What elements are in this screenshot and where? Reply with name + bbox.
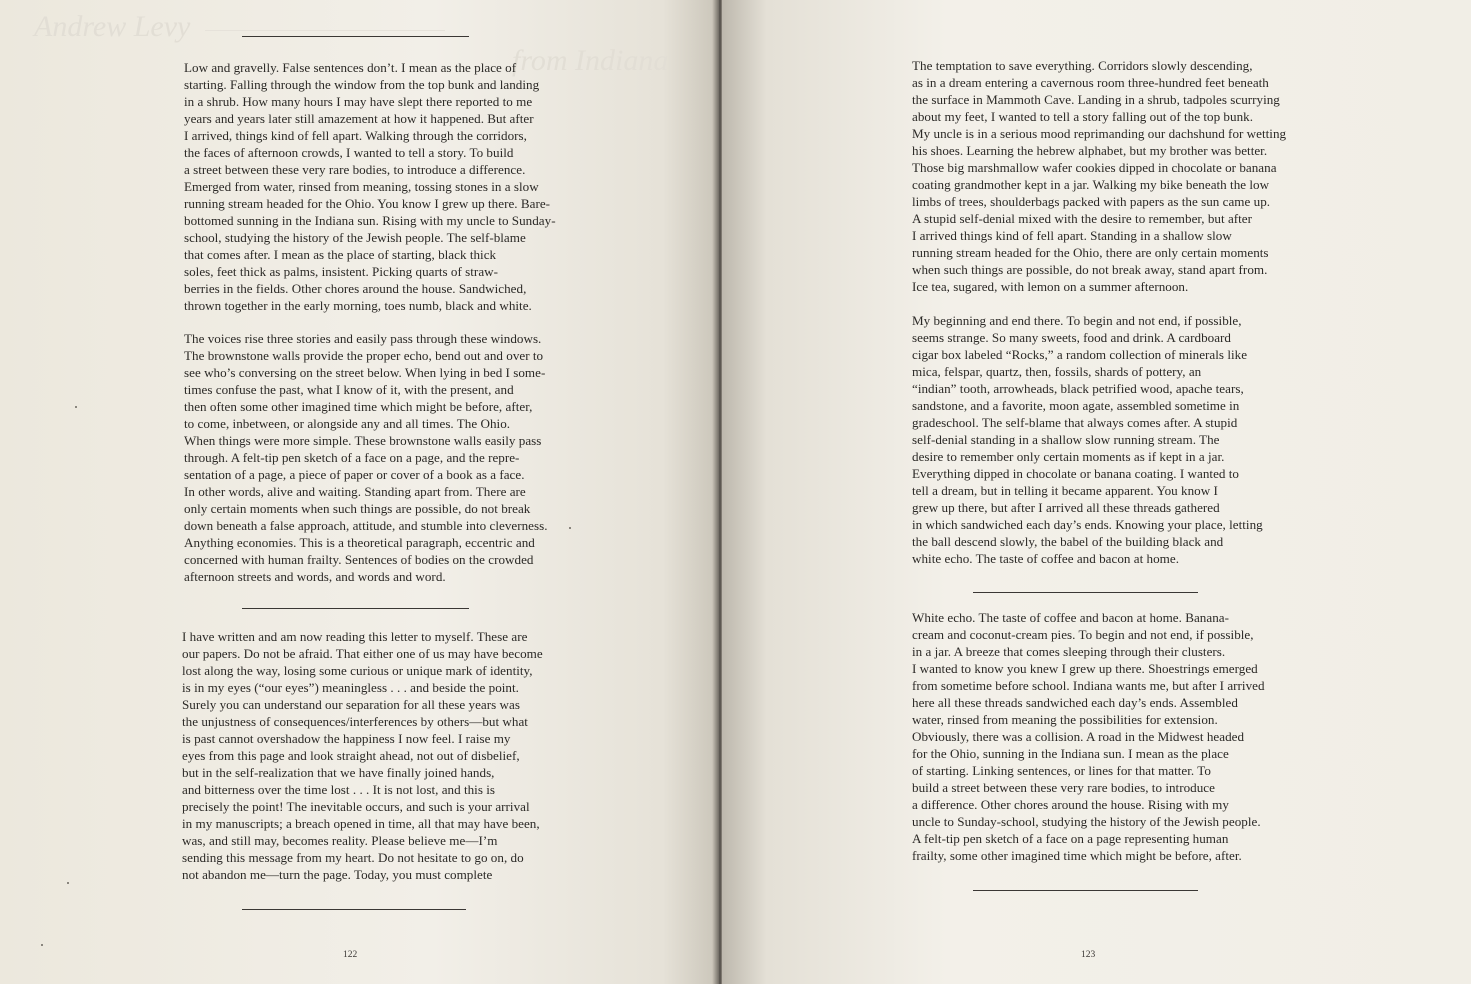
text-line: The temptation to save everything. Corridors slowly descending, (912, 58, 1253, 73)
text-line: through. A felt-tip pen sketch of a face on a page, and the repre- (184, 450, 520, 465)
paragraph (912, 57, 1286, 295)
text-line: the surface in Mammoth Cave. Landing in a shrub, tadpoles scurrying (912, 92, 1280, 107)
text-line: the ball descend slowly, the babel of the building black and (912, 534, 1224, 549)
text-line: I arrived, things kind of fell apart. Walking through the corridors, (184, 128, 527, 143)
text-line: I wanted to know you knew I grew up there. Shoestrings emerged (912, 661, 1258, 676)
text-line: gradeschool. The self-blame that always comes after. A stupid (912, 415, 1238, 430)
text-line: in a jar. A breeze that comes sleeping through their clusters. (912, 644, 1226, 659)
text-line: grew up there, but after I arrived all these threads gathered (912, 500, 1220, 515)
paper-speck (41, 944, 43, 946)
text-line: seems strange. So many sweets, food and drink. A cardboard (912, 330, 1231, 345)
text-line: thrown together in the early morning, toes numb, black and white. (184, 298, 532, 313)
text-line: berries in the fields. Other chores around the house. Sandwiched, (184, 281, 527, 296)
text-line: In other words, alive and waiting. Standing apart from. There are (184, 484, 526, 499)
text-line: is in my eyes (“our eyes”) meaningless . . . and beside the point. (182, 680, 519, 695)
header-title-bleedthrough: from Indiana (512, 44, 669, 77)
text-line: running stream headed for the Ohio, there are only certain moments (912, 245, 1269, 260)
text-line: The brownstone walls provide the proper echo, bend out and over to (184, 348, 544, 363)
header-rule-bleedthrough (205, 30, 445, 31)
text-line: for the Ohio, sunning in the Indiana sun. I mean as the place (912, 746, 1229, 761)
section-divider (242, 608, 469, 609)
text-line: the faces of afternoon crowds, I wanted to tell a story. To build (184, 145, 514, 160)
text-line: eyes from this page and look straight ahead, not out of disbelief, (182, 748, 520, 763)
text-line: bottomed sunning in the Indiana sun. Rising with my uncle to Sunday- (184, 213, 556, 228)
text-line: not abandon me—turn the page. Today, you must complete (182, 867, 493, 882)
text-line: sandstone, and a favorite, moon agate, assembled sometime in (912, 398, 1240, 413)
section-divider (973, 592, 1198, 593)
paper-speck (75, 406, 77, 408)
text-line: build a street between these very rare bodies, to introduce (912, 780, 1215, 795)
text-line: Anything economies. This is a theoretical paragraph, eccentric and (184, 535, 535, 550)
text-line: white echo. The taste of coffee and bacon at home. (912, 551, 1180, 566)
section-divider (242, 36, 469, 37)
text-line: from sometime before school. Indiana wants me, but after I arrived (912, 678, 1265, 693)
text-line: “indian” tooth, arrowheads, black petrified wood, apache tears, (912, 381, 1244, 396)
paragraph (912, 312, 1263, 567)
text-line: lost along the way, losing some curious or unique mark of identity, (182, 663, 533, 678)
text-line: precisely the point! The inevitable occurs, and such is your arrival (182, 799, 530, 814)
text-line: sending this message from my heart. Do not hesitate to go on, do (182, 850, 524, 865)
text-line: a street between these very rare bodies, to introduce a difference. (184, 162, 526, 177)
text-line: Surely you can understand our separation for all these years was (182, 697, 520, 712)
text-line: see who’s conversing on the street below. When lying in bed I some- (184, 365, 546, 380)
text-line: was, and still may, becomes reality. Please believe me—I’m (182, 833, 498, 848)
text-line: cream and coconut-cream pies. To begin and not end, if possible, (912, 627, 1254, 642)
text-line: sentation of a page, a piece of paper or cover of a book as a face. (184, 467, 525, 482)
text-line: in my manuscripts; a breach opened in time, all that may have been, (182, 816, 540, 831)
text-line: and bitterness over the time lost . . . It is not lost, and this is (182, 782, 496, 797)
text-line: Everything dipped in chocolate or banana coating. I wanted to (912, 466, 1239, 481)
text-line: times confuse the past, what I know of it, with the present, and (184, 382, 514, 397)
text-line: the unjustness of consequences/interferences by others—but what (182, 714, 528, 729)
left-page (0, 0, 720, 984)
paragraph (184, 59, 556, 314)
text-line: limbs of trees, shoulderbags packed with papers as the sun came up. (912, 194, 1271, 209)
text-line: desire to remember only certain moments as if kept in a jar. (912, 449, 1225, 464)
text-line: that comes after. I mean as the place of starting, black thick (184, 247, 497, 262)
section-divider (242, 909, 466, 910)
text-line: as in a dream entering a cavernous room three-hundred feet beneath (912, 75, 1269, 90)
right-page (722, 0, 1471, 984)
text-line: but in the self-realization that we have finally joined hands, (182, 765, 495, 780)
text-line: starting. Falling through the window from the top bunk and landing (184, 77, 540, 92)
text-line: in which sandwiched each day’s ends. Knowing your place, letting (912, 517, 1263, 532)
paragraph (184, 330, 548, 585)
paragraph (912, 609, 1265, 864)
text-line: White echo. The taste of coffee and bacon at home. Banana- (912, 610, 1229, 625)
text-line: down beneath a false approach, attitude, and stumble into cleverness. (184, 518, 548, 533)
text-line: The voices rise three stories and easily pass through these windows. (184, 331, 542, 346)
text-line: is past cannot overshadow the happiness I now feel. I raise my (182, 731, 511, 746)
paper-speck (67, 882, 69, 884)
text-line: Emerged from water, rinsed from meaning, tossing stones in a slow (184, 179, 539, 194)
text-line: a difference. Other chores around the house. Rising with my (912, 797, 1229, 812)
header-author-bleedthrough: Andrew Levy (34, 10, 191, 43)
text-line: then often some other imagined time which might be before, after, (184, 399, 533, 414)
text-line: our papers. Do not be afraid. That either one of us may have become (182, 646, 543, 661)
text-line: A felt-tip pen sketch of a face on a page representing human (912, 831, 1229, 846)
text-line: frailty, some other imagined time which might be before, after. (912, 848, 1242, 863)
text-line: uncle to Sunday-school, studying the history of the Jewish people. (912, 814, 1261, 829)
text-line: of starting. Linking sentences, or lines for that matter. To (912, 763, 1211, 778)
text-line: about my feet, I wanted to tell a story falling out of the top bunk. (912, 109, 1253, 124)
text-line: soles, feet thick as palms, insistent. Picking quarts of straw- (184, 264, 499, 279)
text-line: Ice tea, sugared, with lemon on a summer afternoon. (912, 279, 1189, 294)
text-line: afternoon streets and words, and words and word. (184, 569, 446, 584)
text-line: when such things are possible, do not break away, stand apart from. (912, 262, 1268, 277)
text-line: running stream headed for the Ohio. You know I grew up there. Bare- (184, 196, 551, 211)
text-line: in a shrub. How many hours I may have slept there reported to me (184, 94, 533, 109)
text-line: I have written and am now reading this letter to myself. These are (182, 629, 528, 644)
text-line: I arrived things kind of fell apart. Standing in a shallow slow (912, 228, 1232, 243)
text-line: school, studying the history of the Jewish people. The self-blame (184, 230, 526, 245)
text-line: concerned with human frailty. Sentences of bodies on the crowded (184, 552, 534, 567)
text-line: A stupid self-denial mixed with the desire to remember, but after (912, 211, 1253, 226)
text-line: self-denial standing in a shallow slow running stream. The (912, 432, 1220, 447)
page-number: 122 (343, 950, 358, 960)
text-line: only certain moments when such things are possible, do not break (184, 501, 531, 516)
text-line: tell a dream, but in telling it became apparent. You know I (912, 483, 1218, 498)
paragraph (182, 628, 543, 883)
text-line: cigar box labeled “Rocks,” a random collection of minerals like (912, 347, 1248, 362)
text-line: mica, felspar, quartz, then, fossils, shards of pottery, an (912, 364, 1202, 379)
text-line: here all these threads sandwiched each day’s ends. Assembled (912, 695, 1238, 710)
text-line: water, rinsed from meaning the possibilities for extension. (912, 712, 1218, 727)
paper-speck (569, 527, 571, 529)
text-line: Those big marshmallow wafer cookies dipped in chocolate or banana (912, 160, 1277, 175)
section-divider (973, 890, 1198, 891)
text-line: his shoes. Learning the hebrew alphabet, but my brother was better. (912, 143, 1268, 158)
text-line: My uncle is in a serious mood reprimanding our dachshund for wetting (912, 126, 1287, 141)
text-line: Obviously, there was a collision. A road in the Midwest headed (912, 729, 1245, 744)
text-line: My beginning and end there. To begin and not end, if possible, (912, 313, 1242, 328)
text-line: coating grandmother kept in a jar. Walking my bike beneath the low (912, 177, 1270, 192)
text-line: to come, inbetween, or alongside any and all times. The Ohio. (184, 416, 511, 431)
text-line: Low and gravelly. False sentences don’t. I mean as the place of (184, 60, 517, 75)
text-line: When things were more simple. These brownstone walls easily pass (184, 433, 542, 448)
page-number: 123 (1081, 950, 1096, 960)
text-line: years and years later still amazement at how it happened. But after (184, 111, 534, 126)
